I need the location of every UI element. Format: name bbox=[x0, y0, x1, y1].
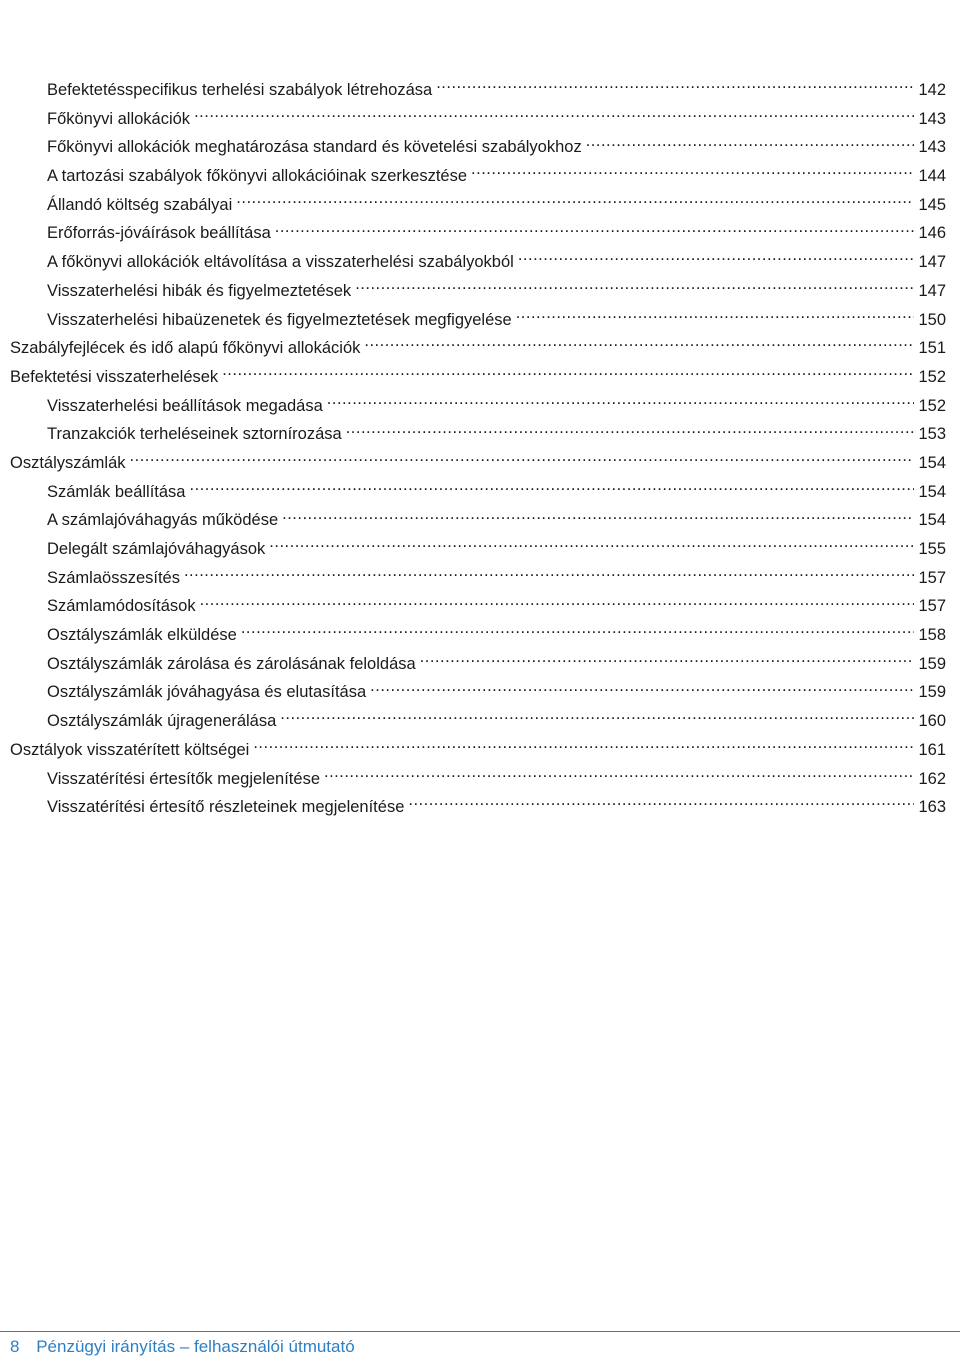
toc-entry-title: Főkönyvi allokációk meghatározása standard és követelési szabályokhoz bbox=[47, 138, 582, 157]
toc-entry-page-number: 150 bbox=[918, 310, 946, 329]
toc-dot-leader bbox=[190, 480, 915, 497]
toc-entry[interactable] bbox=[10, 650, 946, 679]
toc-entry-page-number: 152 bbox=[918, 396, 946, 415]
toc-entry[interactable] bbox=[10, 219, 946, 248]
toc-dot-leader bbox=[346, 423, 914, 440]
toc-entry[interactable] bbox=[10, 736, 946, 765]
toc-entry-page-number: 142 bbox=[918, 81, 946, 99]
toc-entry-title: Számlamódosítások bbox=[47, 597, 196, 616]
toc-dot-leader bbox=[420, 652, 914, 669]
toc-entry-page-number: 155 bbox=[918, 540, 946, 558]
toc-entry-page-number: 147 bbox=[918, 253, 946, 272]
toc-entry-page-number: 154 bbox=[918, 482, 946, 501]
toc-entry-title: Osztályszámlák bbox=[10, 453, 126, 472]
toc-entry-page-number: 157 bbox=[918, 597, 946, 616]
toc-entry[interactable] bbox=[10, 191, 946, 220]
toc-dot-leader bbox=[355, 279, 914, 296]
toc-entry-page-number: 145 bbox=[918, 195, 946, 214]
toc-entry-page-number: 146 bbox=[918, 224, 946, 243]
toc-entry-title: Osztályok visszatérített költségei bbox=[10, 740, 250, 759]
toc-entry[interactable] bbox=[10, 76, 946, 105]
toc-entry[interactable] bbox=[10, 363, 946, 392]
toc-entry[interactable] bbox=[10, 248, 946, 277]
footer-divider bbox=[0, 1331, 960, 1332]
toc-entry-page-number: 154 bbox=[918, 511, 946, 530]
toc-entry-title: A főkönyvi allokációk eltávolítása a visszaterhelési szabályokból bbox=[47, 253, 514, 272]
toc-entry-title: Erőforrás-jóváírások beállítása bbox=[47, 224, 271, 243]
toc-entry[interactable] bbox=[10, 334, 946, 363]
toc-dot-leader bbox=[275, 222, 914, 239]
toc-entry[interactable] bbox=[10, 621, 946, 650]
toc-entry-title: Állandó költség szabályai bbox=[47, 195, 233, 214]
toc-entry[interactable] bbox=[10, 506, 946, 535]
toc-entry-title: Főkönyvi allokációk bbox=[47, 109, 191, 128]
toc-dot-leader bbox=[184, 566, 914, 583]
toc-dot-leader bbox=[194, 107, 914, 124]
toc-entry[interactable] bbox=[10, 277, 946, 306]
toc-entry-title: Osztályszámlák jóváhagyása és elutasítása bbox=[47, 683, 367, 702]
toc-entry[interactable] bbox=[10, 678, 946, 707]
toc-entry-title: Szabályfejlécek és idő alapú főkönyvi allokációk bbox=[10, 339, 361, 358]
toc-entry[interactable] bbox=[10, 535, 946, 564]
toc-dot-leader bbox=[280, 710, 914, 727]
toc-entry-title: Számlák beállítása bbox=[47, 482, 186, 501]
toc-entry-title: Osztályszámlák elküldése bbox=[47, 626, 237, 645]
toc-entry-page-number: 143 bbox=[918, 109, 946, 128]
toc-entry-title: Visszaterhelési hibák és figyelmeztetések bbox=[47, 281, 352, 300]
toc-dot-leader bbox=[253, 738, 914, 755]
toc-entry[interactable] bbox=[10, 478, 946, 507]
toc-dot-leader bbox=[408, 796, 914, 813]
toc-entry-page-number: 160 bbox=[918, 712, 946, 731]
toc-entry[interactable] bbox=[10, 449, 946, 478]
toc-entry-title: Delegált számlajóváhagyások bbox=[47, 540, 266, 558]
toc-entry[interactable] bbox=[10, 420, 946, 449]
toc-entry-title: Tranzakciók terheléseinek sztornírozása bbox=[47, 425, 342, 444]
toc-entry[interactable] bbox=[10, 765, 946, 794]
toc-entry[interactable] bbox=[10, 592, 946, 621]
toc-entry-page-number: 158 bbox=[918, 626, 946, 645]
toc-dot-leader bbox=[222, 365, 914, 382]
toc-dot-leader bbox=[282, 509, 914, 526]
toc-entry-title: Visszaterhelési beállítások megadása bbox=[47, 396, 323, 415]
page-footer bbox=[10, 1337, 355, 1357]
toc-dot-leader bbox=[586, 136, 914, 153]
toc-entry[interactable] bbox=[10, 564, 946, 593]
toc-entry[interactable] bbox=[10, 392, 946, 421]
toc-entry[interactable] bbox=[10, 162, 946, 191]
toc-entry-page-number: 147 bbox=[918, 281, 946, 300]
toc-dot-leader bbox=[327, 394, 914, 411]
toc-entry-title: Visszatérítési értesítők megjelenítése bbox=[47, 769, 320, 788]
toc-entry-page-number: 161 bbox=[918, 740, 946, 759]
toc-entry-title: A tartozási szabályok főkönyvi allokációinak szerkesztése bbox=[47, 167, 468, 186]
toc-entry-title: Visszatérítési értesítő részleteinek megjelenítése bbox=[47, 798, 405, 817]
toc-entry-title: Befektetési visszaterhelések bbox=[10, 367, 219, 386]
toc-entry-title: Befektetésspecifikus terhelési szabályok létrehozása bbox=[47, 81, 433, 99]
toc-dot-leader bbox=[324, 767, 914, 784]
toc-dot-leader bbox=[518, 251, 914, 268]
toc-entry-page-number: 143 bbox=[918, 138, 946, 157]
toc-dot-leader bbox=[241, 624, 914, 641]
toc-entry[interactable] bbox=[10, 133, 946, 162]
toc-dot-leader bbox=[516, 308, 914, 325]
toc-entry-page-number: 162 bbox=[918, 769, 946, 788]
toc-entry-page-number: 144 bbox=[918, 167, 946, 186]
table-of-contents bbox=[10, 76, 946, 822]
toc-entry[interactable] bbox=[10, 793, 946, 822]
toc-entry-page-number: 163 bbox=[918, 798, 946, 817]
toc-dot-leader bbox=[200, 595, 914, 612]
footer-page-number: 8 bbox=[10, 1337, 20, 1356]
toc-entry-page-number: 159 bbox=[918, 654, 946, 673]
toc-dot-leader bbox=[436, 79, 914, 96]
toc-entry-title: Osztályszámlák zárolása és zárolásának feloldása bbox=[47, 654, 416, 673]
toc-entry-title: Számlaösszesítés bbox=[47, 568, 180, 587]
toc-entry-page-number: 152 bbox=[918, 367, 946, 386]
toc-entry-page-number: 157 bbox=[918, 568, 946, 587]
toc-entry-page-number: 153 bbox=[918, 425, 946, 444]
toc-entry-page-number: 151 bbox=[918, 339, 946, 358]
toc-dot-leader bbox=[236, 193, 914, 210]
toc-entry-title: Osztályszámlák újragenerálása bbox=[47, 712, 277, 731]
toc-entry[interactable] bbox=[10, 707, 946, 736]
toc-dot-leader bbox=[130, 451, 914, 468]
toc-entry[interactable] bbox=[10, 105, 946, 134]
toc-dot-leader bbox=[269, 538, 914, 555]
toc-dot-leader bbox=[471, 165, 914, 182]
footer-document-title: Pénzügyi irányítás – felhasználói útmutató bbox=[36, 1337, 355, 1356]
toc-dot-leader bbox=[364, 337, 914, 354]
toc-entry-title: Visszaterhelési hibaüzenetek és figyelmeztetések megfigyelése bbox=[47, 310, 512, 329]
toc-entry-page-number: 154 bbox=[918, 453, 946, 472]
toc-entry-page-number: 159 bbox=[918, 683, 946, 702]
toc-dot-leader bbox=[370, 681, 914, 698]
toc-entry-title: A számlajóváhagyás működése bbox=[47, 511, 279, 530]
toc-entry[interactable] bbox=[10, 306, 946, 335]
